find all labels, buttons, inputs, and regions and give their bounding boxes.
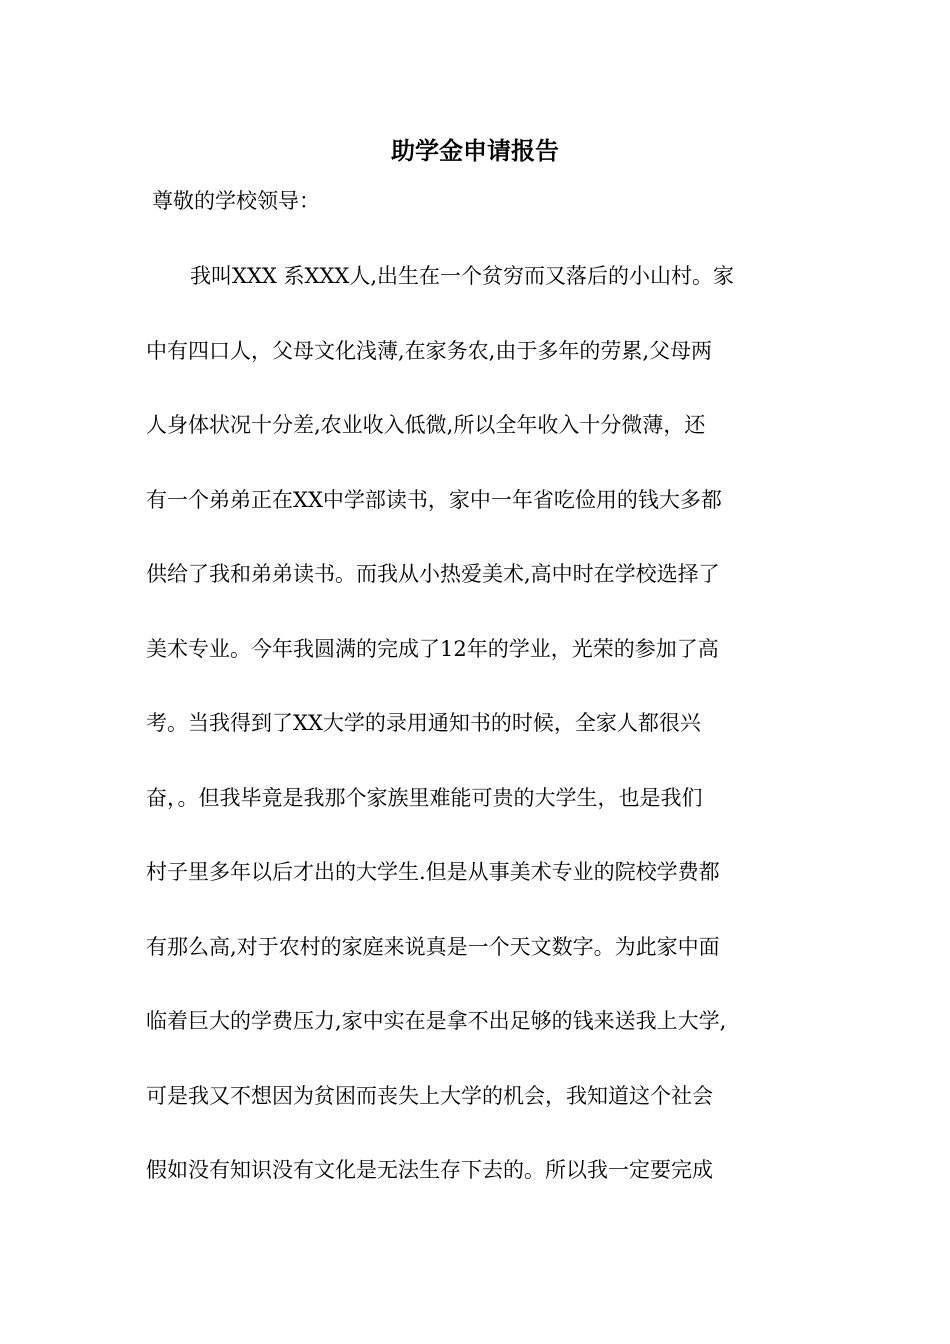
body-line: 人身体状况十分差,农业收入低微,所以全年收入十分微薄，还 xyxy=(146,413,706,437)
body-line: 假如没有知识没有文化是无法生存下去的。所以我一定要完成 xyxy=(146,1158,713,1182)
body-line: 美术专业。今年我圆满的完成了12年的学业，光荣的参加了高 xyxy=(146,636,719,661)
body-line: 考。当我得到了XX大学的录用通知书的时候，全家人都很兴 xyxy=(146,711,701,735)
body-line: 奋，。但我毕竟是我那个家族里难能可贵的大学生，也是我们 xyxy=(146,785,703,810)
body-text xyxy=(146,258,806,1227)
body-line: 可是我又不想因为贫困而丧失上大学的机会，我知道这个社会 xyxy=(146,1083,713,1108)
body-line: 供给了我和弟弟读书。而我从小热爱美术,高中时在学校选择了 xyxy=(146,562,720,586)
body-line: 村子里多年以后才出的大学生.但是从事美术专业的院校学费都 xyxy=(146,860,720,884)
salutation: 尊敬的学校领导： xyxy=(152,189,320,213)
body-line: 临着巨大的学费压力,家中实在是拿不出足够的钱来送我上大学, xyxy=(146,1009,727,1033)
body-line: 有那么高,对于农村的家庭来说真是一个天文数字。为此家中面 xyxy=(146,934,720,959)
document-title: 助学金申请报告 xyxy=(391,137,559,165)
body-line: 中有四口人，父母文化浅薄,在家务农,由于多年的劳累,父母两 xyxy=(146,338,713,363)
body-line: 我叫XXX 系XXX人,出生在一个贫穷而又落后的小山村。家 xyxy=(190,264,735,288)
body-line: 有一个弟弟正在XX中学部读书，家中一年省吃俭用的钱大多都 xyxy=(146,487,722,512)
